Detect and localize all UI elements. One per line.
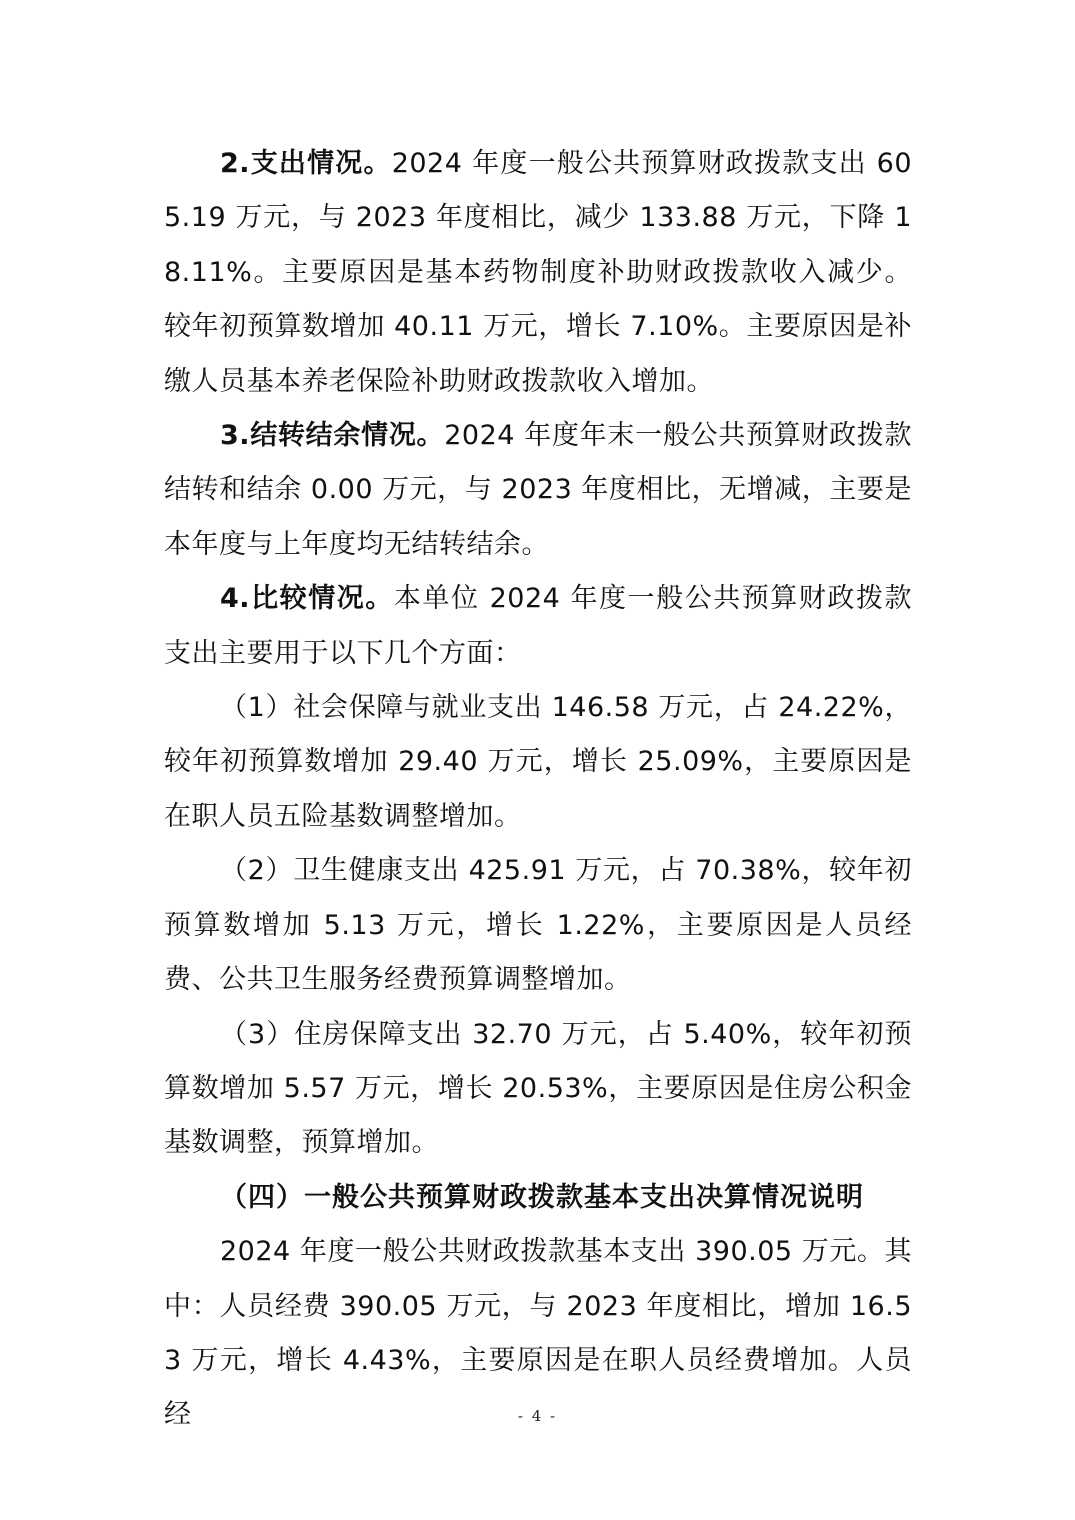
- document-body: [164, 137, 912, 1443]
- carryover-paragraph: [164, 409, 912, 572]
- comparison-paragraph: [164, 572, 912, 681]
- carryover-text: 2024 年度年末一般公共预算财政拨款结转和结余 0.00 万元，与 2023 年度相比，无增减，主要是本年度与上年度均无结转结余。: [164, 420, 913, 560]
- item-health: （2）卫生健康支出 425.91 万元，占 70.38%，较年初预算数增加 5.13 万元，增长 1.22%，主要原因是人员经费、公共卫生服务经费预算调整增加。: [164, 855, 912, 996]
- comparison-text: 本单位 2024 年度一般公共预算财政拨款支出主要用于以下几个方面：: [164, 583, 912, 669]
- page-number: - 4 -: [517, 1407, 558, 1425]
- carryover-lead: 3.结转结余情况。: [220, 420, 445, 452]
- basic-expenditure-paragraph: 2024 年度一般公共财政拨款基本支出 390.05 万元。其中：人员经费 390.05 万元，与 2023 年度相比，增加 16.53 万元，增长 4.43%，主要原因是在职人员经费增加。人员经: [164, 1236, 912, 1431]
- item-social-security: （1）社会保障与就业支出 146.58 万元，占 24.22%，较年初预算数增加 29.40 万元，增长 25.09%，主要原因是在职人员五险基数调整增加。: [164, 692, 912, 832]
- basic-expenditure-heading: （四）一般公共预算财政拨款基本支出决算情况说明: [220, 1181, 864, 1213]
- expenditure-lead: 2.支出情况。: [220, 148, 392, 179]
- comparison-lead: 4.比较情况。: [220, 583, 394, 615]
- expenditure-text: 2024 年度一般公共预算财政拨款支出 605.19 万元，与 2023 年度相比，减少 133.88 万元，下降 18.11%。主要原因是基本药物制度补助财政拨款收入减少。较年初预算数增加 40.11 万元，增长 7.10%。主要原因是补缴人员基本养老保险补助财政拨款收入增加。: [164, 148, 913, 397]
- expenditure-paragraph: [164, 137, 912, 409]
- item-housing: （3）住房保障支出 32.70 万元，占 5.40%，较年初预算数增加 5.57 万元，增长 20.53%，主要原因是住房公积金基数调整，预算增加。: [164, 1018, 912, 1159]
